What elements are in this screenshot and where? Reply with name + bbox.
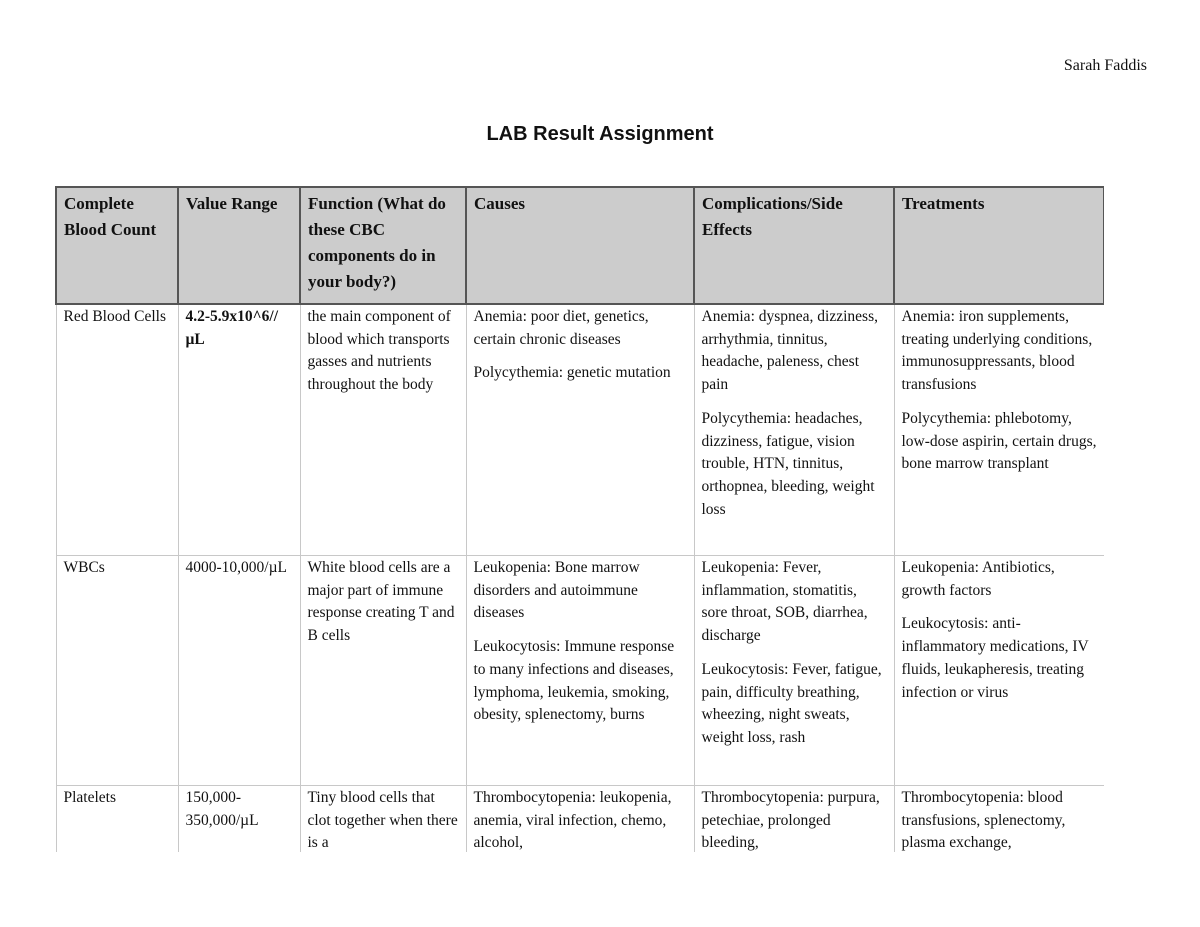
- cell-function: Tiny blood cells that clot together when there is a: [300, 786, 466, 853]
- cell-complications: [694, 786, 894, 853]
- complication-item: Polycythemia: headaches, dizziness, fatigue, vision trouble, HTN, tinnitus, orthopnea, bleeding, weight loss: [701, 409, 875, 518]
- cell-range: 4000-10,000/µL: [178, 556, 300, 786]
- cell-complications: [694, 304, 894, 556]
- column-header-causes: Causes: [466, 187, 694, 304]
- cell-treatments: [894, 556, 1104, 786]
- treatment-item: Leukocytosis: anti-inflammatory medications, IV fluids, leukapheresis, treating infection or virus: [901, 615, 1089, 701]
- document-title: LAB Result Assignment: [486, 123, 714, 145]
- complication-item: Anemia: dyspnea, dizziness, arrhythmia, tinnitus, headache, paleness, chest pain: [701, 308, 878, 394]
- treatment-item: Anemia: iron supplements, treating underlying conditions, immunosuppressants, blood transfusions: [901, 308, 1093, 394]
- complication-item: Leukopenia: Fever, inflammation, stomatitis, sore throat, SOB, diarrhea, discharge: [701, 559, 868, 645]
- cause-item: Leukopenia: Bone marrow disorders and autoimmune diseases: [473, 559, 640, 622]
- cell-name: Red Blood Cells: [56, 304, 178, 556]
- cause-item: Leukocytosis: Immune response to many infections and diseases, lymphoma, leukemia, smoking, obesity, splenectomy, burns: [473, 638, 675, 724]
- cell-name: WBCs: [56, 556, 178, 786]
- table-container: [55, 186, 1104, 852]
- cell-function: the main component of blood which transports gasses and nutrients throughout the body: [300, 304, 466, 556]
- complication-item: Thrombocytopenia: purpura, petechiae, prolonged bleeding,: [701, 789, 880, 852]
- column-header-complications: Complications/Side Effects: [694, 187, 894, 304]
- treatment-item: Thrombocytopenia: blood transfusions, splenectomy, plasma exchange,: [901, 789, 1066, 852]
- cell-causes: [466, 304, 694, 556]
- column-header-function: Function (What do these CBC components do in your body?): [300, 187, 466, 304]
- cell-treatments: [894, 304, 1104, 556]
- cbc-table: [55, 186, 1104, 852]
- table-row: [56, 304, 1104, 556]
- cell-treatments: [894, 786, 1104, 853]
- cell-complications: [694, 556, 894, 786]
- cell-causes: [466, 556, 694, 786]
- cause-item: Polycythemia: genetic mutation: [473, 364, 671, 382]
- complication-item: Leukocytosis: Fever, fatigue, pain, difficulty breathing, wheezing, night sweats, weight loss, rash: [701, 660, 882, 746]
- cause-item: Anemia: poor diet, genetics, certain chronic diseases: [473, 308, 649, 348]
- cause-item: Thrombocytopenia: leukopenia, anemia, viral infection, chemo, alcohol,: [473, 789, 672, 852]
- table-row: [56, 556, 1104, 786]
- treatment-item: Leukopenia: Antibiotics, growth factors: [901, 559, 1055, 599]
- cell-causes: [466, 786, 694, 853]
- column-header-cbc: Complete Blood Count: [56, 187, 178, 304]
- author-name: Sarah Faddis: [1063, 57, 1147, 74]
- header-row: [56, 187, 1104, 304]
- cell-range: 4.2-5.9x10^6//µL: [178, 304, 300, 556]
- column-header-treatments: Treatments: [894, 187, 1104, 304]
- cell-range: 150,000-350,000/µL: [178, 786, 300, 853]
- cell-function: White blood cells are a major part of immune response creating T and B cells: [300, 556, 466, 786]
- table-row: [56, 786, 1104, 853]
- column-header-value-range: Value Range: [178, 187, 300, 304]
- cell-name: Platelets: [56, 786, 178, 853]
- treatment-item: Polycythemia: phlebotomy, low-dose aspirin, certain drugs, bone marrow transplant: [901, 409, 1097, 473]
